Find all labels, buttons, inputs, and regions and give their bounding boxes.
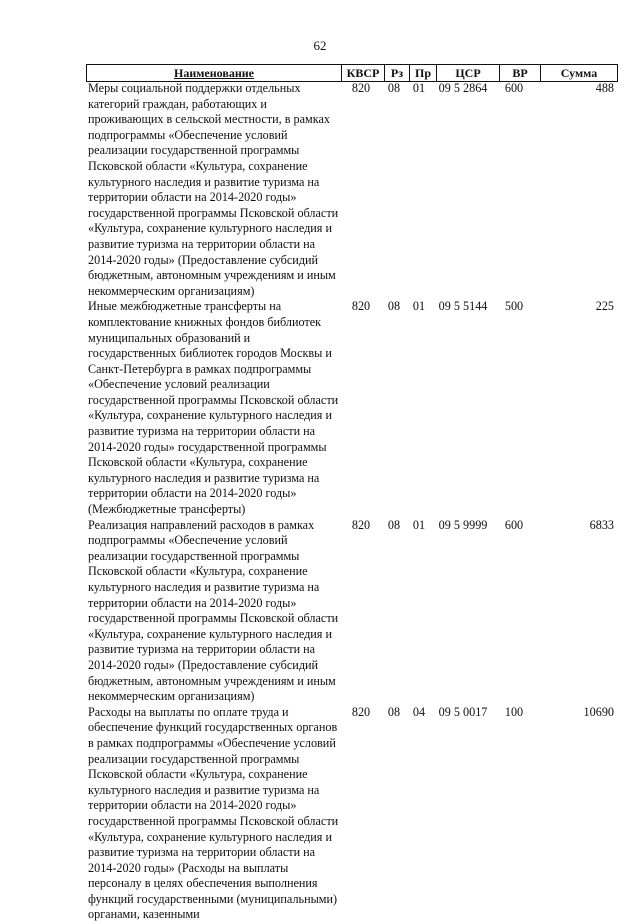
row-csr: 09 5 9999 [438,517,488,532]
row-pr: 01 [412,517,426,532]
row-sum: 488 [595,81,614,95]
table-body [86,81,616,923]
header-pr: Пр [409,65,436,81]
page-number: 62 [313,38,327,53]
header-rz: Рз [384,65,409,81]
row-vr: 600 [504,517,524,532]
row-vr: 500 [504,299,524,314]
row-rz: 08 [387,517,401,532]
row-name: Реализация направлений расходов в рамках подпрограммы «Обеспечение условий реализации государственной программы Псковской области «Культура, сохранение культурного наследия и развитие туризма на территории области на 2014-2020 годы» государственной программы Псковской области «Культура, сохранение культурного наследия и развитие туризма на территории области на 2014-2020 годы» (Предоставление субсидий бюджетным, автономным учреждениям и иным некоммерческим организациям) [88,517,339,704]
header-sum: Сумма [540,65,617,81]
row-csr: 09 5 0017 [438,704,488,719]
row-name: Расходы на выплаты по оплате труда и обеспечение функций государственных органов в рамках подпрограммы «Обеспечение условий реализации государственной программы Псковской области «Культура, сохранение культурного наследия и развитие туризма на территории области на 2014-2020 годы» государственной программы Псковской области «Культура, сохранение культурного наследия и развитие туризма на территории области на 2014-2020 годы» (Расходы на выплаты персоналу в целях обеспечения выполнения функций государственными (муниципальными) органами, казенными [88,704,339,922]
row-kvsr: 820 [351,299,371,314]
row-sum: 6833 [589,517,614,532]
row-vr: 600 [504,81,524,95]
row-sum: 10690 [583,704,614,719]
table-row [86,518,616,705]
header-name: Наименование [174,66,254,80]
row-pr: 01 [412,299,426,314]
row-name: Меры социальной поддержки отдельных категорий граждан, работающих и проживающих в сельской местности, в рамках подпрограммы «Обеспечение условий реализации государственной программы Псковской области «Культура, сохранение культурного наследия и развитие туризма на территории области на 2014-2020 годы» государственной программы Псковской области «Культура, сохранение культурного наследия и развитие туризма на территории области на 2014-2020 годы» (Предоставление субсидий бюджетным, автономным учреждениям и иным некоммерческим организациям) [88,81,339,298]
row-rz: 08 [387,81,401,95]
row-csr: 09 5 5144 [438,299,488,314]
row-vr: 100 [504,704,524,719]
header-vr: ВР [499,65,540,81]
row-rz: 08 [387,704,401,719]
row-kvsr: 820 [351,81,371,95]
header-csr: ЦСР [436,65,499,81]
table-header [86,64,618,82]
row-rz: 08 [387,299,401,314]
table-row [86,705,616,923]
row-pr: 04 [412,704,426,719]
row-kvsr: 820 [351,517,371,532]
header-kvsr: КВСР [341,65,384,81]
row-pr: 01 [412,81,426,95]
table-row [86,81,616,299]
row-sum: 225 [595,299,614,314]
row-csr: 09 5 2864 [438,81,488,95]
row-name: Иные межбюджетные трансферты на комплектование книжных фондов библиотек муниципальных образований и государственных библиотек городов Москвы и Санкт-Петербурга в рамках подпрограммы «Обеспечение условий реализации государственной программы Псковской области «Культура, сохранение культурного наследия и развитие туризма на территории области на 2014-2020 годы» государственной программы Псковской области «Культура, сохранение культурного наследия и развитие туризма на территории области на 2014-2020 годы» (Межбюджетные трансферты) [88,299,339,517]
table-row [86,299,616,517]
row-kvsr: 820 [351,704,371,719]
